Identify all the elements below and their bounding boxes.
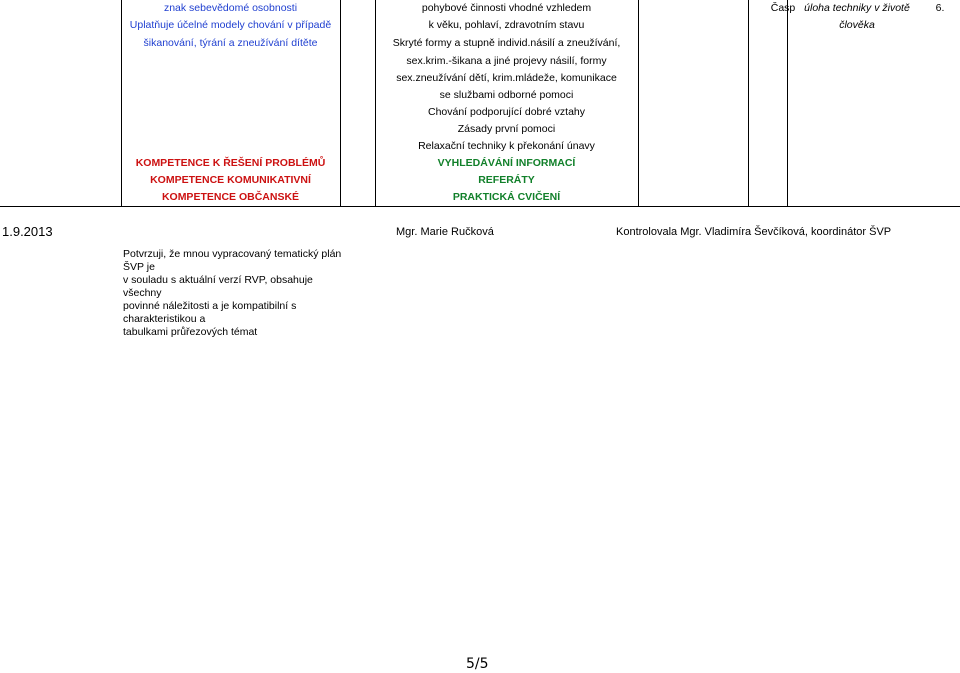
table-cell: KOMPETENCE K ŘEŠENÍ PROBLÉMŮ	[135, 157, 326, 169]
table-row	[0, 35, 960, 52]
table-cell: úloha techniky v životě	[804, 2, 910, 14]
table-row	[0, 0, 960, 17]
table-cell: REFERÁTY	[478, 174, 535, 186]
table-cell: 6.	[935, 2, 945, 14]
table-row	[0, 172, 960, 189]
confirmation-note	[123, 248, 353, 339]
table-row	[0, 121, 960, 138]
table-cell: Uplatňuje účelné modely chování v případě	[129, 19, 332, 31]
note-line: povinné náležitosti a je kompatibilní s charakteristikou a	[123, 300, 297, 325]
table-cell: pohybové činnosti vhodné vzhledem	[421, 2, 592, 14]
table-cell: šikanování, týrání a zneužívání dítěte	[143, 37, 318, 49]
table-cell: Relaxační techniky k překonání únavy	[418, 140, 595, 152]
table-cell: KOMPETENCE OBČANSKÉ	[161, 191, 300, 203]
table-row	[0, 17, 960, 34]
table-row	[0, 138, 960, 155]
page-number: 5/5	[466, 656, 489, 672]
table-cell: KOMPETENCE KOMUNIKATIVNÍ	[150, 174, 311, 186]
table-cell: Zásady první pomoci	[457, 123, 556, 135]
note-line: Potvrzuji, že mnou vypracovaný tematický plán ŠVP je	[123, 248, 342, 273]
table-cell: se službami odborné pomoci	[439, 89, 574, 101]
table-cell: člověka	[839, 19, 875, 31]
note-line: tabulkami průřezových témat	[123, 326, 258, 338]
table-row	[0, 104, 960, 121]
teacher-name: Mgr. Marie Ručková	[396, 226, 494, 238]
table-cell: sex.zneužívání dětí, krim.mládeže, komunikace	[396, 72, 617, 84]
table-cell: k věku, pohlaví, zdravotním stavu	[428, 19, 585, 31]
checked-by: Kontrolovala Mgr. Vladimíra Ševčíková, koordinátor ŠVP	[616, 226, 892, 238]
table-cell: PRAKTICKÁ CVIČENÍ	[452, 191, 561, 203]
table-row	[0, 53, 960, 70]
date: 1.9.2013	[2, 224, 53, 239]
note-line: v souladu s aktuální verzí RVP, obsahuje všechny	[123, 274, 313, 299]
table-cell: Skryté formy a stupně individ.násilí a zneužívání,	[392, 37, 621, 49]
table-row	[0, 87, 960, 104]
table-cell: znak sebevědomé osobnosti	[163, 2, 298, 14]
table-cell: VYHLEDÁVÁNÍ INFORMACÍ	[437, 157, 576, 169]
table-cell: Časp	[770, 2, 796, 14]
table-row	[0, 70, 960, 87]
table-cell: sex.krim.-šikana a jiné projevy násilí, formy	[406, 55, 607, 67]
plan-table	[0, 0, 960, 207]
table-row	[0, 189, 960, 206]
table-row	[0, 155, 960, 172]
table-cell: Chování podporující dobré vztahy	[427, 106, 585, 118]
